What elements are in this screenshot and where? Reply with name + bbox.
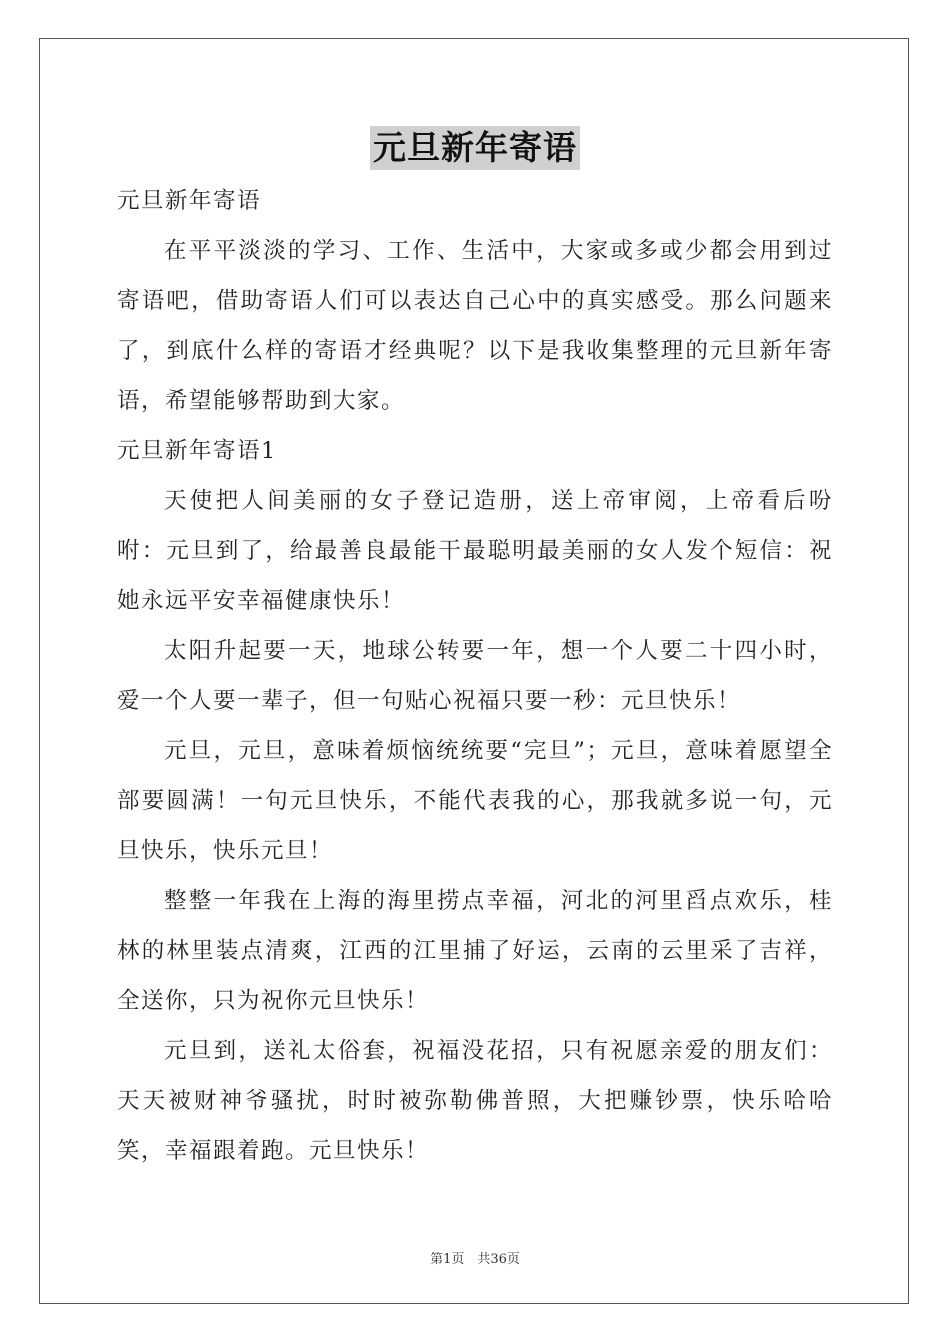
body-paragraph: 太阳升起要一天，地球公转要一年，想一个人要二十四小时，爱一个人要一辈子，但一句贴心祝福只要一秒：元旦快乐！: [117, 638, 833, 714]
document-body: [117, 176, 833, 1176]
document-subtitle: 元旦新年寄语: [117, 188, 262, 214]
section-heading: 元旦新年寄语1: [117, 438, 277, 464]
body-paragraph: 整整一年我在上海的海里捞点幸福，河北的河里舀点欢乐，桂林的林里装点清爽，江西的江里捕了好运，云南的云里采了吉祥，全送你，只为祝你元旦快乐！: [117, 888, 833, 1014]
body-paragraph: 元旦到，送礼太俗套，祝福没花招，只有祝愿亲爱的朋友们：天天被财神爷骚扰，时时被弥勒佛普照，大把赚钞票，快乐哈哈笑，幸福跟着跑。元旦快乐！: [117, 1038, 833, 1164]
intro-paragraph: 在平平淡淡的学习、工作、生活中，大家或多或少都会用到过寄语吧，借助寄语人们可以表达自己心中的真实感受。那么问题来了，到底什么样的寄语才经典呢？以下是我收集整理的元旦新年寄语，希望能够帮助到大家。: [117, 238, 833, 414]
page-footer: 第1页 共36页: [430, 1252, 520, 1267]
body-paragraph: 元旦，元旦，意味着烦恼统统要“完旦”；元旦，意味着愿望全部要圆满！一句元旦快乐，不能代表我的心，那我就多说一句，元旦快乐，快乐元旦！: [117, 738, 833, 864]
body-paragraph: 天使把人间美丽的女子登记造册，送上帝审阅，上帝看后吩咐：元旦到了，给最善良最能干最聪明最美丽的女人发个短信：祝她永远平安幸福健康快乐！: [117, 488, 833, 614]
document-title: 元旦新年寄语: [370, 126, 580, 170]
title-container: [0, 126, 950, 170]
